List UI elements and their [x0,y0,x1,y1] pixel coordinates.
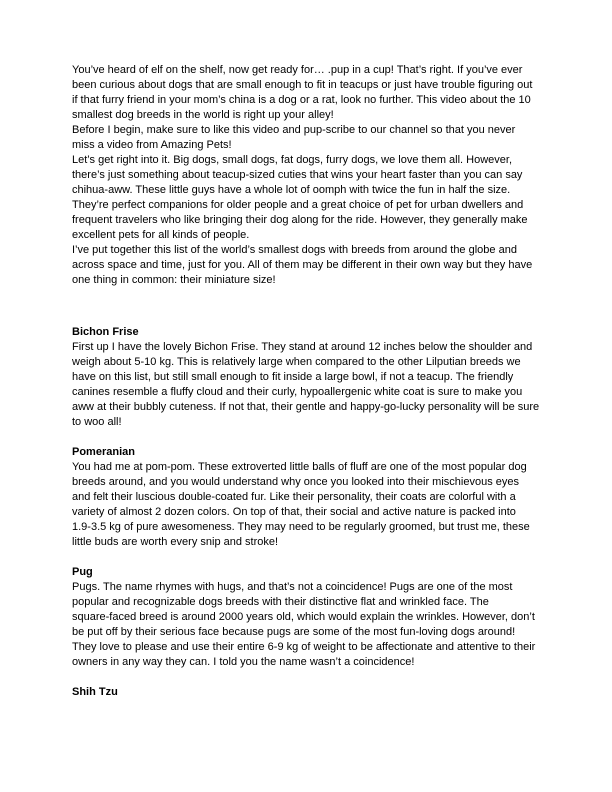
text-line: You’ve heard of elf on the shelf, now get ready for… .pup in a cup! That’s right. If you’ve ever [72,64,523,76]
text-line: They love to please and use their entire 6-9 kg of weight to be affectionate and attentive to their [72,641,536,653]
text-line: smallest dog breeds in the world is right up your alley! [72,109,334,121]
text-line: variety of almost 2 dozen colors. On top of that, their social and active nature is packed into [72,506,516,518]
text-line: First up I have the lovely Bichon Frise. They stand at around 12 inches below the shoulder and [72,341,533,353]
text-line: across space and time, just for you. All of them may be different in their own way but they have [72,259,533,271]
text-line: frequent travelers who like bringing their dog along for the ride. However, they generally make [72,214,528,226]
text-line: have on this list, but still small enough to fit inside a large bowl, if not a teacup. The friendly [72,371,514,383]
text-line: square-faced breed is around 2000 years old, which would explain the wrinkles. However, don’t [72,611,535,623]
text-line: aww at their bubbly cuteness. If not that, their gentle and happy-go-lucky personality will be sure [72,401,540,413]
text-line: They’re perfect companions for older people and a great choice of pet for urban dwellers and [72,199,524,211]
text-line: to woo all! [72,416,122,428]
text-line: if that furry friend in your mom’s china is a dog or a rat, look no further. This video about the 10 [72,94,531,106]
text-line: 1.9-3.5 kg of pure awesomeness. They may need to be regularly groomed, but trust me, these [72,521,530,533]
text-line: You had me at pom-pom. These extroverted little balls of fluff are one of the most popular dog [72,461,527,473]
spacer [72,550,552,565]
text-line: one thing in common: their miniature size! [72,274,276,286]
text-line: miss a video from Amazing Pets! [72,139,232,151]
spacer [72,430,552,445]
text-line: there’s just something about teacup-sized cuties that wins your heart faster than you can say [72,169,523,181]
section-heading: Pomeranian [72,446,135,458]
breed-section [72,325,552,445]
breed-section [72,445,552,565]
text-line: I’ve put together this list of the world’s smallest dogs with breeds from around the globe and [72,244,517,256]
text-line: owners in any way they can. I told you the name wasn’t a coincidence! [72,656,415,668]
text-line: been curious about dogs that are small enough to fit in teacups or just have trouble figuring out [72,79,533,91]
text-line: breeds around, and you would understand why once you looked into their mischievous eyes [72,476,519,488]
text-line: Let’s get right into it. Big dogs, small dogs, fat dogs, furry dogs, we love them all. However, [72,154,513,166]
text-line: be put off by their serious face because pugs are some of the most fun-loving dogs around! [72,626,516,638]
section-heading: Shih Tzu [72,686,118,698]
intro [72,63,552,288]
section-heading: Bichon Frise [72,326,139,338]
breed-section [72,565,552,685]
text-line: canines resemble a fluffy cloud and their curly, hypoallergenic white coat is sure to make you [72,386,523,398]
text-line: chihua-aww. These little guys have a whole lot of oomph with twice the fun in half the size. [72,184,511,196]
text-line: excellent pets for all kinds of people. [72,229,250,241]
intro-paragraph [72,153,552,243]
text-line: Pugs. The name rhymes with hugs, and that’s not a coincidence! Pugs are one of the most [72,581,513,593]
spacer [72,288,552,325]
intro-paragraph [72,243,552,288]
text-line: little buds are worth every snip and stroke! [72,536,279,548]
text-line: and felt their luscious double-coated fur. Like their personality, their coats are colorful with a [72,491,516,503]
document-page [72,63,552,700]
breed-sections [72,325,552,700]
spacer [72,670,552,685]
intro-paragraph [72,63,552,123]
intro-paragraph [72,123,552,153]
breed-section [72,685,552,700]
text-line: popular and recognizable dogs breeds with their distinctive flat and wrinkled face. The [72,596,489,608]
text-line: Before I begin, make sure to like this video and pup-scribe to our channel so that you never [72,124,516,136]
text-line: weigh about 5-10 kg. This is relatively large when compared to the other Lilputian breeds we [72,356,521,368]
section-heading: Pug [72,566,93,578]
